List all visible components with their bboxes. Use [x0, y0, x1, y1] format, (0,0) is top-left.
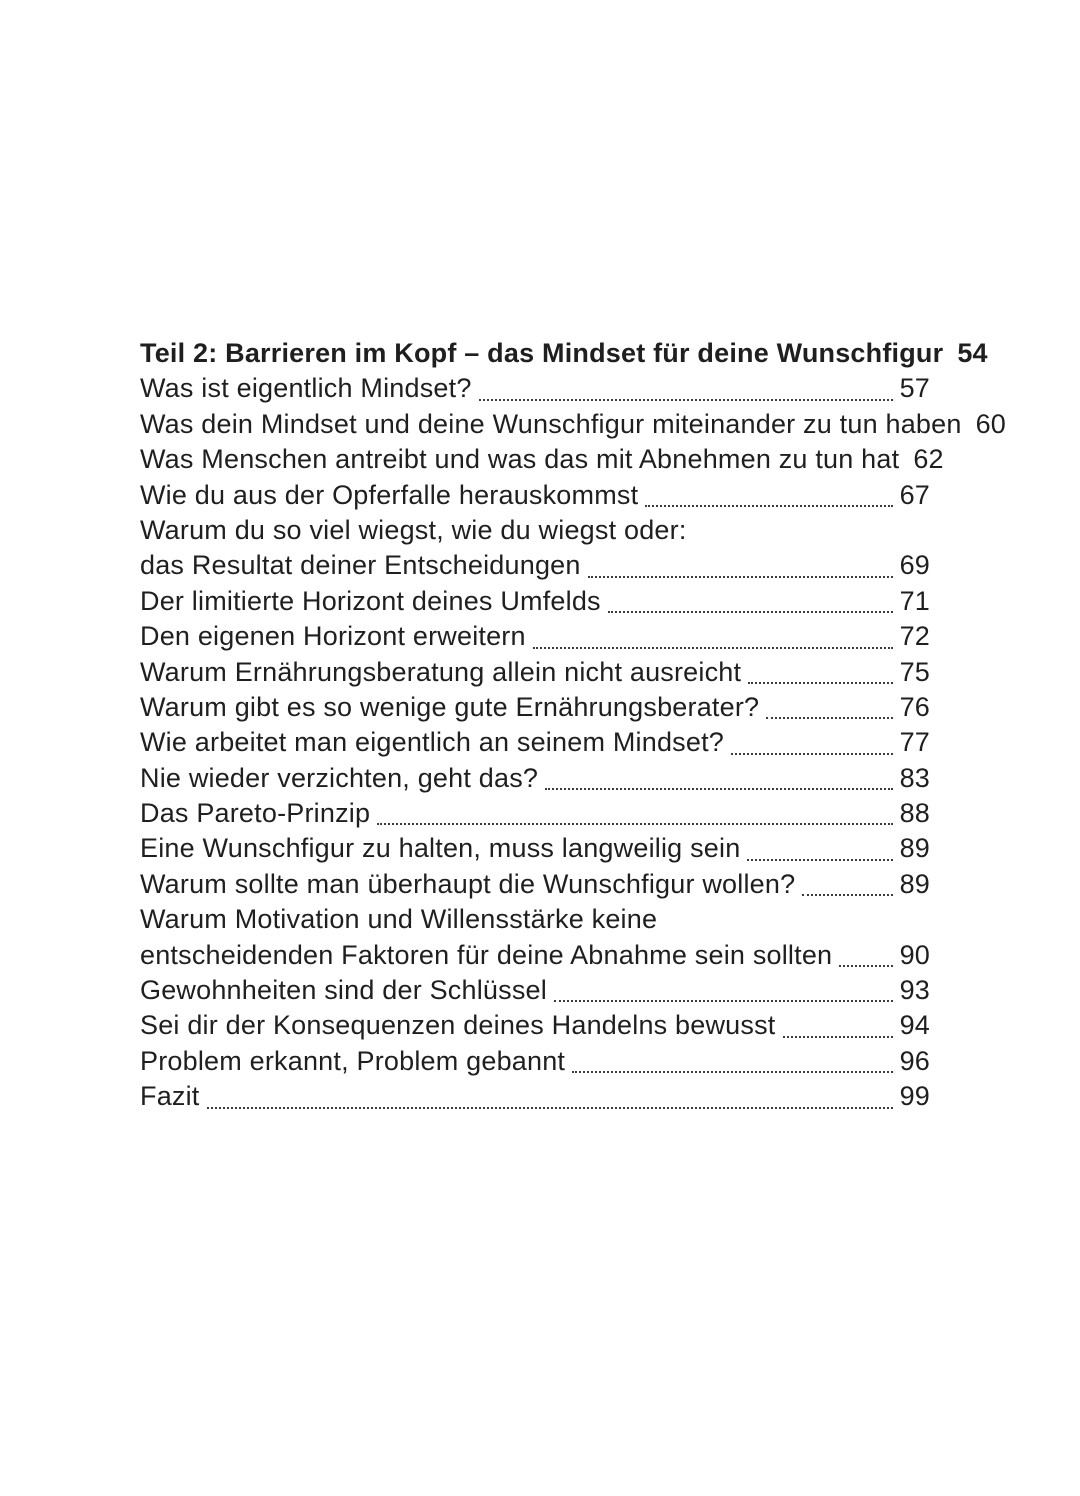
toc-entry-page-number: 94 — [899, 1010, 930, 1041]
toc-leader-dots — [748, 682, 892, 684]
toc-entry-page-number: 89 — [899, 833, 930, 864]
toc-entry-page-number: 90 — [899, 939, 930, 970]
toc-entry — [140, 621, 930, 656]
toc-entry-page-number: 89 — [899, 868, 930, 899]
toc-entry-label: Wie arbeitet man eigentlich an seinem Mindset? — [140, 727, 724, 758]
toc-entry-page-number: 83 — [899, 762, 930, 793]
toc-entry-label: Was dein Mindset und deine Wunschfigur miteinander zu tun haben — [140, 408, 962, 439]
toc-leader-dots — [608, 611, 893, 613]
toc-entry — [140, 550, 930, 585]
toc-entry-page-number: 96 — [899, 1045, 930, 1076]
toc-entry — [140, 904, 930, 939]
toc-entry-label: Eine Wunschfigur zu halten, muss langweilig sein — [140, 833, 741, 864]
toc-entry-page-number: 76 — [899, 691, 930, 722]
toc-entry — [140, 727, 930, 762]
toc-entry — [140, 869, 930, 904]
toc-entry — [140, 657, 930, 692]
toc-entry-page-number: 88 — [899, 798, 930, 829]
toc-entry — [140, 763, 930, 798]
toc-entry-label: Warum Motivation und Willensstärke keine — [140, 904, 658, 935]
toc-entry-page-number: 72 — [899, 621, 930, 652]
toc-leader-dots — [479, 399, 893, 401]
toc-entry — [140, 408, 1007, 444]
toc-entry-label: Warum du so viel wiegst, wie du wiegst oder: — [140, 514, 687, 545]
toc-leader-dots — [572, 1071, 892, 1073]
toc-entry-page-number: 71 — [899, 585, 930, 616]
toc-entry-label: Was Menschen antreibt und was das mit Abnehmen zu tun hat — [140, 444, 900, 475]
toc-entry-label: Das Pareto-Prinzip — [140, 798, 371, 829]
toc-entry — [140, 692, 930, 727]
toc-entry-label: Sei dir der Konsequenzen deines Handelns bewusst — [140, 1010, 776, 1041]
toc-leader-dots — [533, 647, 893, 649]
toc-entry-label: Nie wieder verzichten, geht das? — [140, 762, 539, 793]
toc-leader-dots — [545, 788, 892, 790]
toc-entry-page-number: 77 — [899, 727, 930, 758]
toc-entry-label: Teil 2: Barrieren im Kopf – das Mindset für deine Wunschfigur — [140, 338, 944, 368]
toc-entry-page-number: 69 — [899, 550, 930, 581]
toc-entry-label: Fazit — [140, 1081, 200, 1112]
toc-entry-page-number: 67 — [899, 479, 930, 510]
toc-leader-dots — [588, 576, 893, 578]
toc-entry-label: Gewohnheiten sind der Schlüssel — [140, 975, 547, 1006]
toc-entry — [140, 940, 930, 975]
toc-leader-dots — [747, 859, 892, 861]
toc-entry-label: Problem erkannt, Problem gebannt — [140, 1045, 566, 1076]
toc-entry — [140, 515, 930, 550]
toc-leader-dots — [207, 1107, 893, 1109]
toc-leader-dots — [554, 1000, 893, 1002]
toc-leader-dots — [766, 717, 892, 719]
toc-entry — [140, 798, 930, 833]
toc-entry-label: Warum Ernährungsberatung allein nicht ausreicht — [140, 656, 742, 687]
toc-entry — [140, 1081, 930, 1116]
toc-entry-page-number: 57 — [899, 373, 930, 404]
toc-entry-label: Der limitierte Horizont deines Umfelds — [140, 585, 601, 616]
toc-entry-page-number: 99 — [899, 1081, 930, 1112]
toc-leader-dots — [377, 823, 892, 825]
toc-entry-label: Warum sollte man überhaupt die Wunschfigur wollen? — [140, 868, 796, 899]
toc-entry-page-number: 54 — [957, 338, 988, 368]
toc-leader-dots — [839, 965, 892, 967]
toc-entry-page-number: 93 — [899, 975, 930, 1006]
toc-leader-dots — [645, 505, 892, 507]
toc-leader-dots — [783, 1036, 893, 1038]
toc-entry — [140, 444, 944, 479]
toc-entry-label: Wie du aus der Opferfalle herauskommst — [140, 479, 639, 510]
toc-leader-dots — [802, 894, 892, 896]
toc-entry — [140, 480, 930, 515]
toc-entry — [140, 1046, 930, 1081]
toc-leader-dots — [731, 753, 893, 755]
toc-entry-page-number: 62 — [913, 444, 944, 475]
toc-entry — [140, 975, 930, 1010]
toc-entry — [140, 1010, 930, 1045]
toc-entry-label: das Resultat deiner Entscheidungen — [140, 550, 581, 581]
toc-entry — [140, 373, 930, 408]
toc-entry-label: Was ist eigentlich Mindset? — [140, 373, 472, 404]
toc-entry-page-number: 60 — [975, 408, 1007, 439]
toc-entry — [140, 586, 930, 621]
toc-entry — [140, 338, 988, 373]
toc-entry-page-number: 75 — [899, 656, 930, 687]
toc-entry-label: Den eigenen Horizont erweitern — [140, 621, 526, 652]
toc-entry — [140, 833, 930, 868]
toc-entry-label: entscheidenden Faktoren für deine Abnahme sein sollten — [140, 939, 833, 970]
table-of-contents — [140, 338, 1007, 1117]
toc-entry-label: Warum gibt es so wenige gute Ernährungsberater? — [140, 691, 760, 722]
